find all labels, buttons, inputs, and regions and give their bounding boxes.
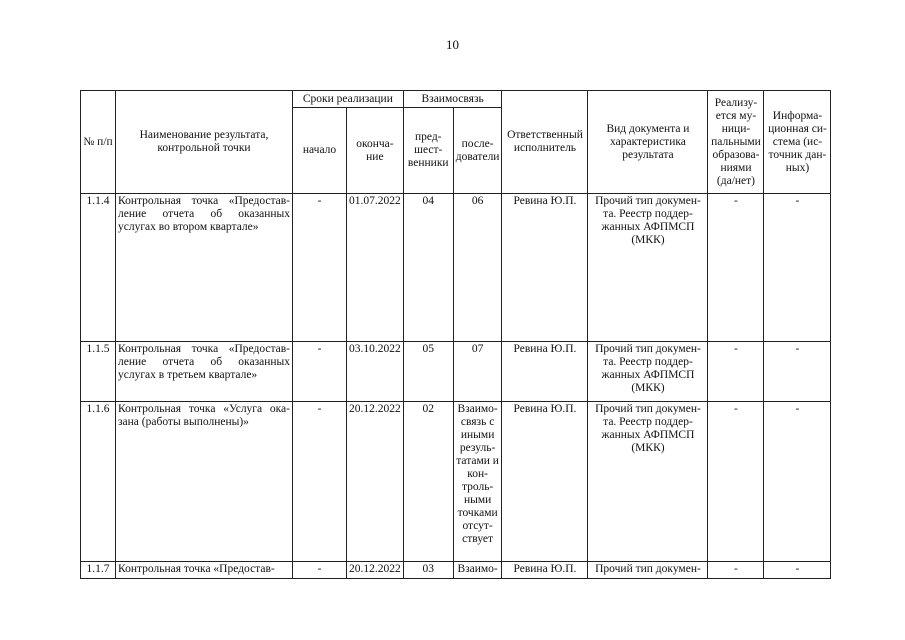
header-terms-group: Сроки реализации [293,91,404,108]
row-info-system: - [764,342,831,402]
row-name: Контрольная точка «Предостав- [116,562,293,579]
header-num: № п/п [81,91,116,194]
row-responsible: Ревина Ю.П. [502,562,588,579]
row-prev: 03 [403,562,453,579]
row-name: Контрольная точка «Услуга ока-зана (работы выполнены)» [116,402,293,562]
row-num: 1.1.4 [81,194,116,342]
row-municipal: - [708,562,764,579]
row-next: 06 [453,194,502,342]
row-info-system: - [764,194,831,342]
row-responsible: Ревина Ю.П. [502,194,588,342]
row-end: 20.12.2022 [347,402,404,562]
header-info-system: Информа-ционная си-стема (ис-точник дан-ных) [764,91,831,194]
row-next: 07 [453,342,502,402]
row-prev: 04 [403,194,453,342]
row-num: 1.1.6 [81,402,116,562]
header-row-1 [81,91,831,108]
row-responsible: Ревина Ю.П. [502,402,588,562]
row-municipal: - [708,402,764,562]
row-next: Взаимо- [453,562,502,579]
row-num: 1.1.5 [81,342,116,402]
header-relation-next: после-дователи [453,108,502,194]
row-info-system: - [764,562,831,579]
row-doc-type: Прочий тип докумен-та. Реестр поддер-жанных АФПМСП (МКК) [588,194,708,342]
table-row [81,194,831,342]
header-responsible: Ответственный исполнитель [502,91,588,194]
row-doc-type: Прочий тип докумен-та. Реестр поддер-жанных АФПМСП (МКК) [588,342,708,402]
row-next: Взаимо-связь с иными резуль-татами и кон-троль-ными точками отсут-ствует [453,402,502,562]
row-doc-type: Прочий тип докумен-та. Реестр поддер-жанных АФПМСП (МКК) [588,402,708,562]
row-start: - [293,342,347,402]
table-row [81,402,831,562]
header-municipal: Реализу-ется му-ници-пальными образова-ниями (да/нет) [708,91,764,194]
row-name: Контрольная точка «Предостав-ление отчета об оказанных услугах во втором квартале» [116,194,293,342]
row-start: - [293,194,347,342]
header-relation-group: Взаимосвязь [403,91,502,108]
table-row [81,562,831,579]
row-municipal: - [708,194,764,342]
row-end: 03.10.2022 [347,342,404,402]
row-end: 01.07.2022 [347,194,404,342]
row-prev: 02 [403,402,453,562]
row-info-system: - [764,402,831,562]
header-relation-prev: пред-шест-венники [403,108,453,194]
row-name: Контрольная точка «Предостав-ление отчета об оказанных услугах в третьем квартале» [116,342,293,402]
row-prev: 05 [403,342,453,402]
header-terms-end: оконча-ние [347,108,404,194]
row-end: 20.12.2022 [347,562,404,579]
header-terms-start: начало [293,108,347,194]
row-municipal: - [708,342,764,402]
header-name: Наименование результата, контрольной точки [116,91,293,194]
row-num: 1.1.7 [81,562,116,579]
row-start: - [293,562,347,579]
page-number: 10 [446,37,459,52]
row-responsible: Ревина Ю.П. [502,342,588,402]
row-start: - [293,402,347,562]
results-table [80,90,831,579]
row-doc-type: Прочий тип докумен- [588,562,708,579]
header-doc-type: Вид документа и характеристика результата [588,91,708,194]
table-row [81,342,831,402]
